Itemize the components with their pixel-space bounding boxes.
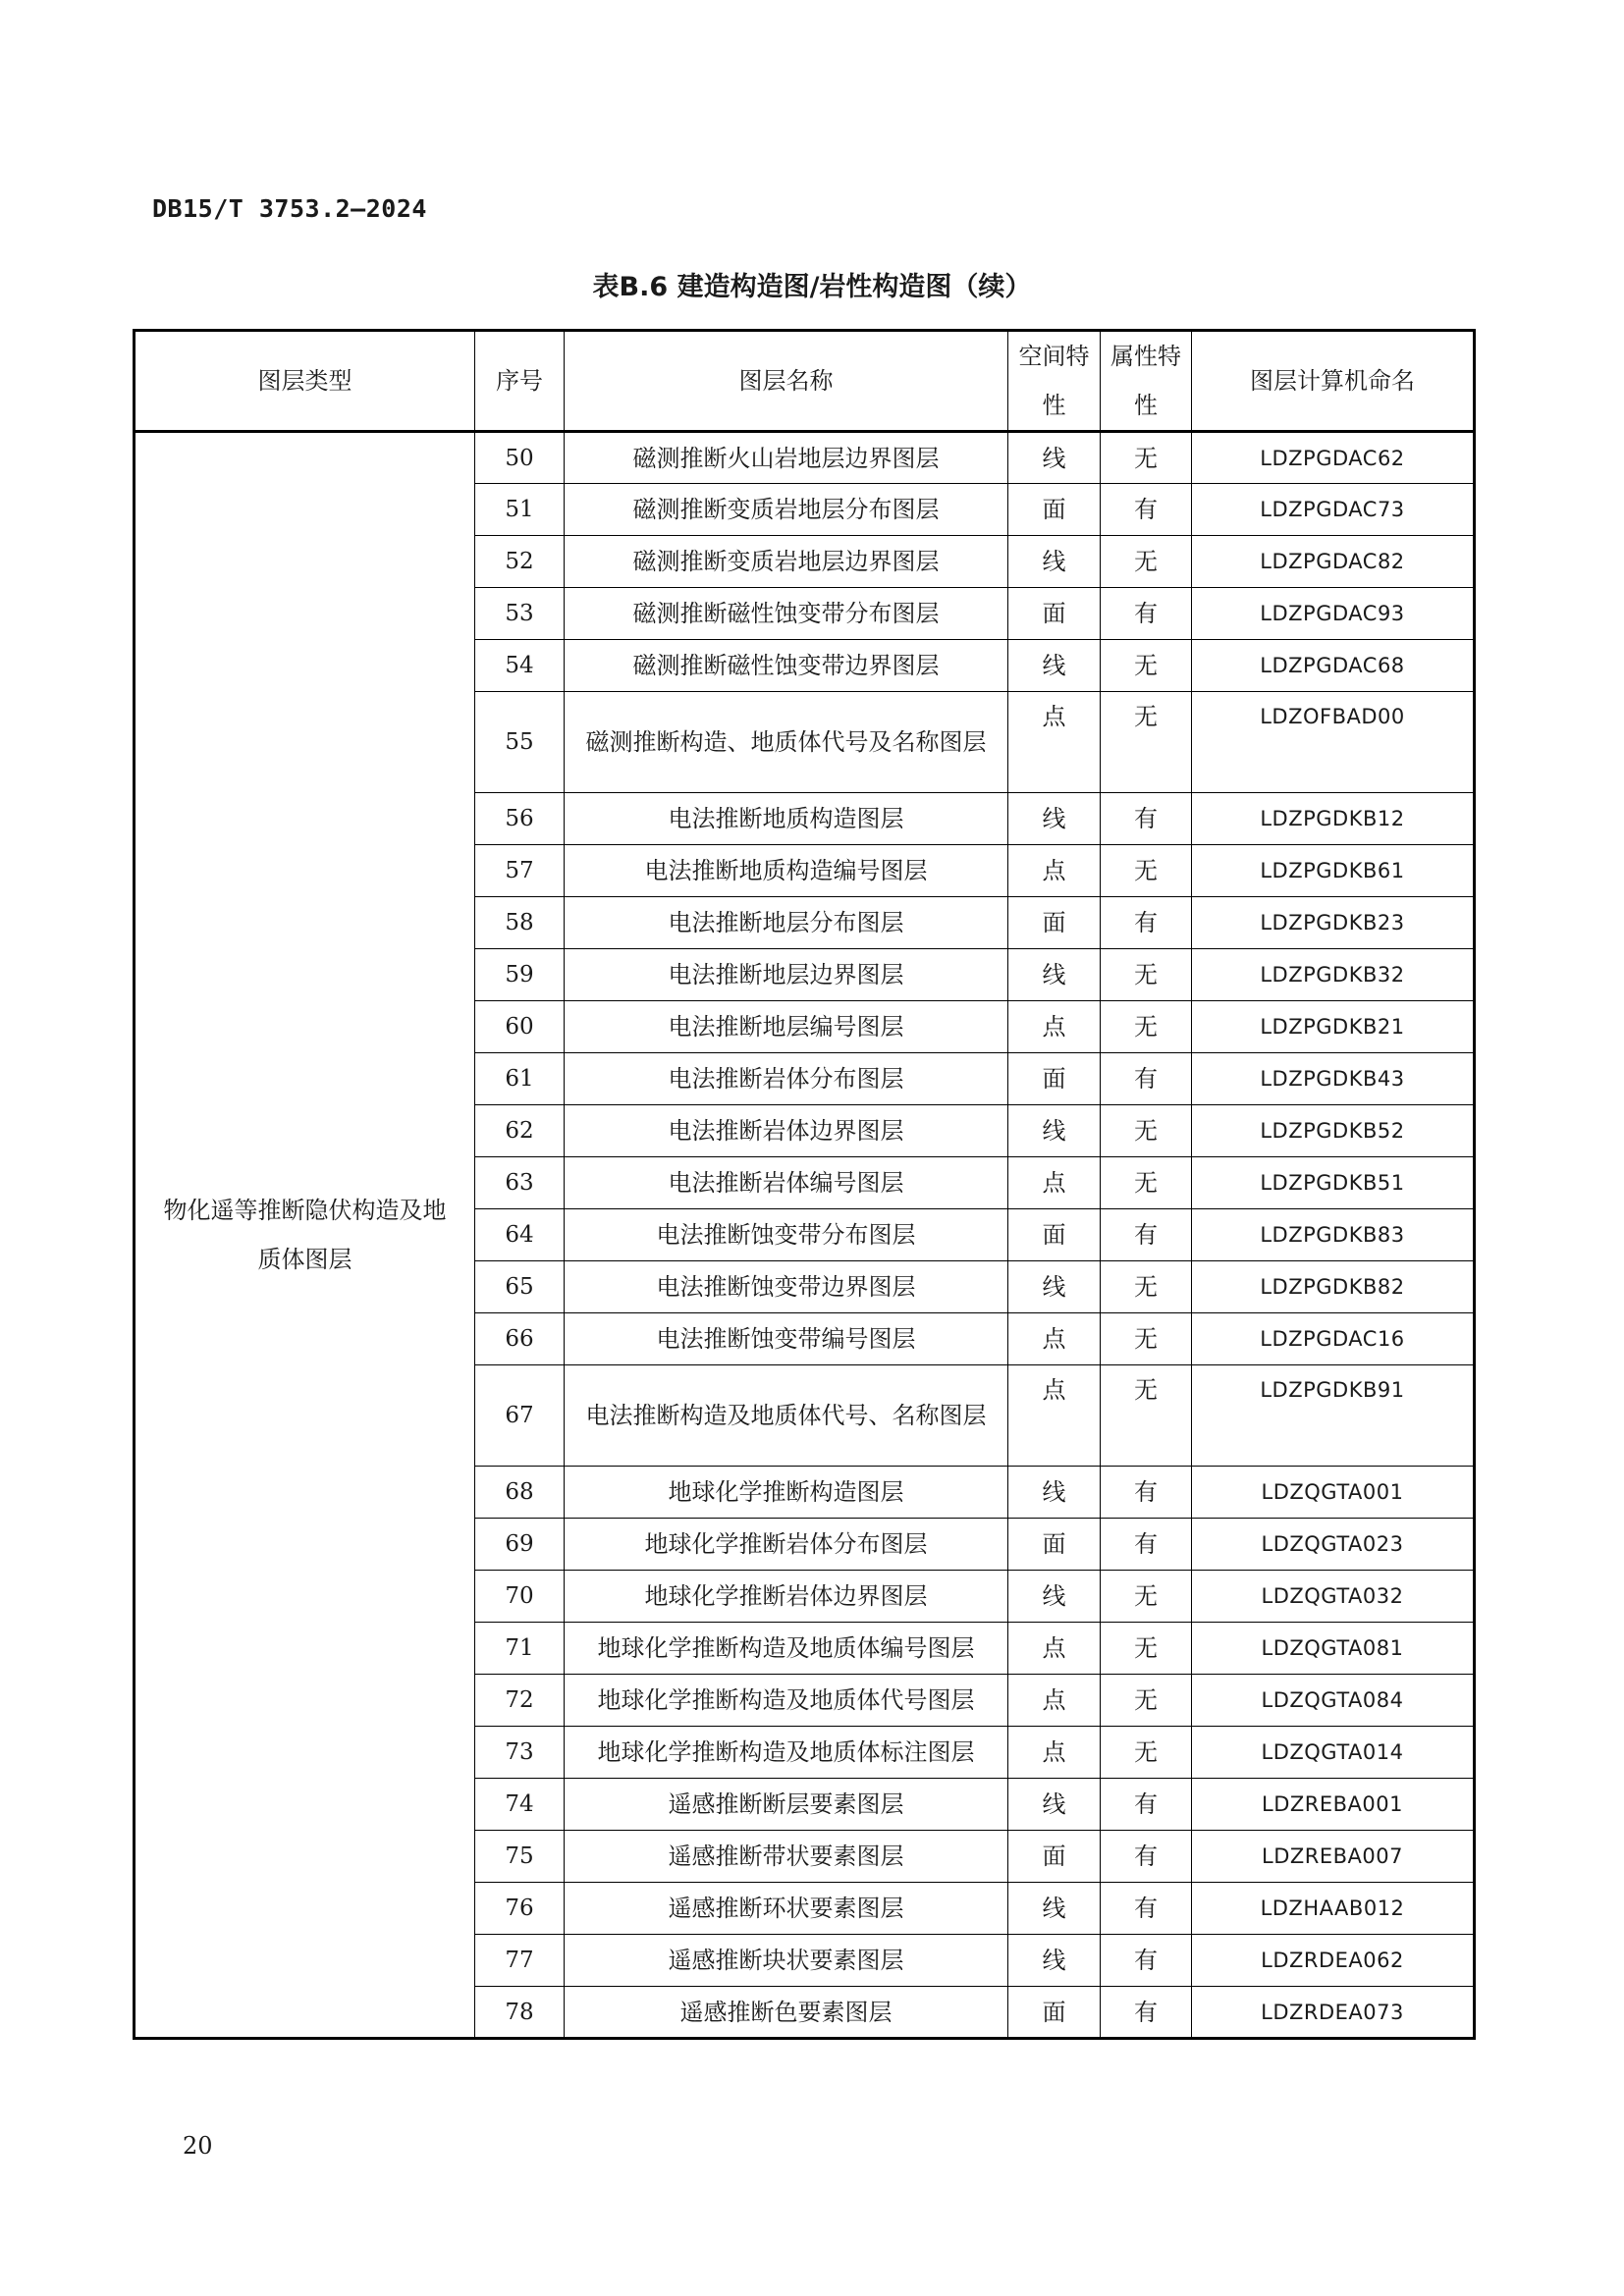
spatial-cell: 线 (1008, 1571, 1101, 1623)
attribute-cell: 有 (1101, 588, 1192, 640)
attribute-cell: 无 (1101, 1001, 1192, 1053)
attribute-cell: 无 (1101, 1157, 1192, 1209)
layer-name-cell: 电法推断地层边界图层 (565, 949, 1008, 1001)
layer-name-cell: 地球化学推断构造图层 (565, 1467, 1008, 1519)
seq-cell: 50 (475, 432, 565, 484)
seq-cell: 69 (475, 1519, 565, 1571)
computer-name-cell: LDZHAAB012 (1192, 1883, 1475, 1935)
spatial-cell: 点 (1008, 1001, 1101, 1053)
attribute-cell: 有 (1101, 1519, 1192, 1571)
computer-name-cell: LDZPGDAC82 (1192, 536, 1475, 588)
layer-name-cell: 电法推断地质构造图层 (565, 793, 1008, 845)
attribute-cell: 无 (1101, 1623, 1192, 1675)
attribute-cell: 无 (1101, 432, 1192, 484)
computer-name-cell: LDZPGDKB43 (1192, 1053, 1475, 1105)
seq-cell: 72 (475, 1675, 565, 1727)
layer-name-cell: 遥感推断块状要素图层 (565, 1935, 1008, 1987)
layer-name-cell: 地球化学推断构造及地质体代号图层 (565, 1675, 1008, 1727)
attribute-cell: 无 (1101, 1313, 1192, 1365)
layer-name-cell: 磁测推断构造、地质体代号及名称图层 (565, 692, 1008, 793)
layer-name-cell: 电法推断岩体边界图层 (565, 1105, 1008, 1157)
layer-name-cell: 地球化学推断岩体边界图层 (565, 1571, 1008, 1623)
attribute-cell: 无 (1101, 1261, 1192, 1313)
spatial-cell: 点 (1008, 1727, 1101, 1779)
col-header-spatial: 空间特性 (1008, 331, 1101, 432)
seq-cell: 77 (475, 1935, 565, 1987)
col-header-computer-name: 图层计算机命名 (1192, 331, 1475, 432)
spatial-cell: 线 (1008, 793, 1101, 845)
layer-name-cell: 电法推断地层分布图层 (565, 897, 1008, 949)
seq-cell: 78 (475, 1987, 565, 2039)
layer-name-cell: 磁测推断磁性蚀变带分布图层 (565, 588, 1008, 640)
attribute-cell: 有 (1101, 484, 1192, 536)
computer-name-cell: LDZREBA001 (1192, 1779, 1475, 1831)
attribute-cell: 无 (1101, 640, 1192, 692)
computer-name-cell: LDZPGDKB52 (1192, 1105, 1475, 1157)
seq-cell: 51 (475, 484, 565, 536)
layer-name-cell: 遥感推断色要素图层 (565, 1987, 1008, 2039)
attribute-cell: 无 (1101, 1727, 1192, 1779)
col-header-seq: 序号 (475, 331, 565, 432)
spatial-cell: 线 (1008, 432, 1101, 484)
layer-name-cell: 电法推断蚀变带边界图层 (565, 1261, 1008, 1313)
spatial-cell: 线 (1008, 1883, 1101, 1935)
seq-cell: 73 (475, 1727, 565, 1779)
layer-name-cell: 磁测推断火山岩地层边界图层 (565, 432, 1008, 484)
computer-name-cell: LDZPGDKB91 (1192, 1365, 1475, 1467)
computer-name-cell: LDZQGTA014 (1192, 1727, 1475, 1779)
attribute-cell: 无 (1101, 1365, 1192, 1467)
computer-name-cell: LDZQGTA084 (1192, 1675, 1475, 1727)
attribute-cell: 无 (1101, 1105, 1192, 1157)
attribute-cell: 无 (1101, 692, 1192, 793)
layer-name-cell: 遥感推断带状要素图层 (565, 1831, 1008, 1883)
computer-name-cell: LDZRDEA073 (1192, 1987, 1475, 2039)
computer-name-cell: LDZQGTA023 (1192, 1519, 1475, 1571)
layer-name-cell: 电法推断岩体编号图层 (565, 1157, 1008, 1209)
col-header-layer-name: 图层名称 (565, 331, 1008, 432)
layer-name-cell: 遥感推断环状要素图层 (565, 1883, 1008, 1935)
computer-name-cell: LDZPGDKB83 (1192, 1209, 1475, 1261)
computer-name-cell: LDZPGDAC16 (1192, 1313, 1475, 1365)
attribute-cell: 有 (1101, 793, 1192, 845)
seq-cell: 60 (475, 1001, 565, 1053)
attribute-cell: 有 (1101, 1779, 1192, 1831)
computer-name-cell: LDZPGDAC62 (1192, 432, 1475, 484)
attribute-cell: 无 (1101, 536, 1192, 588)
seq-cell: 76 (475, 1883, 565, 1935)
spatial-cell: 线 (1008, 1105, 1101, 1157)
spatial-cell: 点 (1008, 1365, 1101, 1467)
col-header-attribute: 属性特性 (1101, 331, 1192, 432)
table-header-row (135, 331, 1475, 432)
computer-name-cell: LDZPGDAC93 (1192, 588, 1475, 640)
spatial-cell: 面 (1008, 484, 1101, 536)
spatial-cell: 点 (1008, 1623, 1101, 1675)
computer-name-cell: LDZRDEA062 (1192, 1935, 1475, 1987)
layer-name-cell: 电法推断地质构造编号图层 (565, 845, 1008, 897)
computer-name-cell: LDZPGDAC73 (1192, 484, 1475, 536)
layer-name-cell: 地球化学推断构造及地质体编号图层 (565, 1623, 1008, 1675)
spatial-cell: 面 (1008, 1209, 1101, 1261)
computer-name-cell: LDZQGTA001 (1192, 1467, 1475, 1519)
computer-name-cell: LDZPGDKB12 (1192, 793, 1475, 845)
page-number: 20 (183, 2132, 213, 2160)
spatial-cell: 线 (1008, 536, 1101, 588)
seq-cell: 58 (475, 897, 565, 949)
spatial-cell: 面 (1008, 1987, 1101, 2039)
layer-name-cell: 电法推断蚀变带编号图层 (565, 1313, 1008, 1365)
computer-name-cell: LDZPGDKB82 (1192, 1261, 1475, 1313)
col-header-layer-type: 图层类型 (135, 331, 475, 432)
seq-cell: 64 (475, 1209, 565, 1261)
computer-name-cell: LDZPGDKB51 (1192, 1157, 1475, 1209)
seq-cell: 75 (475, 1831, 565, 1883)
attribute-cell: 无 (1101, 1571, 1192, 1623)
attribute-cell: 无 (1101, 845, 1192, 897)
attribute-cell: 有 (1101, 1831, 1192, 1883)
spatial-cell: 线 (1008, 1779, 1101, 1831)
computer-name-cell: LDZQGTA032 (1192, 1571, 1475, 1623)
table-row (135, 432, 1475, 484)
seq-cell: 55 (475, 692, 565, 793)
layer-name-cell: 电法推断岩体分布图层 (565, 1053, 1008, 1105)
computer-name-cell: LDZPGDKB61 (1192, 845, 1475, 897)
spatial-cell: 面 (1008, 897, 1101, 949)
layer-name-cell: 电法推断蚀变带分布图层 (565, 1209, 1008, 1261)
seq-cell: 61 (475, 1053, 565, 1105)
spatial-cell: 点 (1008, 845, 1101, 897)
spatial-cell: 线 (1008, 640, 1101, 692)
attribute-cell: 有 (1101, 897, 1192, 949)
spatial-cell: 面 (1008, 1519, 1101, 1571)
seq-cell: 63 (475, 1157, 565, 1209)
seq-cell: 53 (475, 588, 565, 640)
spatial-cell: 点 (1008, 1675, 1101, 1727)
spatial-cell: 线 (1008, 949, 1101, 1001)
attribute-cell: 有 (1101, 1935, 1192, 1987)
seq-cell: 54 (475, 640, 565, 692)
computer-name-cell: LDZOFBAD00 (1192, 692, 1475, 793)
computer-name-cell: LDZQGTA081 (1192, 1623, 1475, 1675)
layer-name-cell: 电法推断构造及地质体代号、名称图层 (565, 1365, 1008, 1467)
computer-name-cell: LDZREBA007 (1192, 1831, 1475, 1883)
document-code: DB15/T 3753.2—2024 (152, 194, 427, 223)
spatial-cell: 面 (1008, 588, 1101, 640)
table-body (135, 432, 1475, 2039)
seq-cell: 70 (475, 1571, 565, 1623)
attribute-cell: 有 (1101, 1883, 1192, 1935)
computer-name-cell: LDZPGDKB23 (1192, 897, 1475, 949)
seq-cell: 65 (475, 1261, 565, 1313)
layer-name-cell: 电法推断地层编号图层 (565, 1001, 1008, 1053)
seq-cell: 66 (475, 1313, 565, 1365)
attribute-cell: 无 (1101, 949, 1192, 1001)
layer-name-cell: 地球化学推断岩体分布图层 (565, 1519, 1008, 1571)
layer-name-cell: 磁测推断变质岩地层分布图层 (565, 484, 1008, 536)
attribute-cell: 有 (1101, 1053, 1192, 1105)
computer-name-cell: LDZPGDKB32 (1192, 949, 1475, 1001)
attribute-cell: 有 (1101, 1209, 1192, 1261)
seq-cell: 68 (475, 1467, 565, 1519)
seq-cell: 71 (475, 1623, 565, 1675)
layer-type-cell: 物化遥等推断隐伏构造及地质体图层 (135, 432, 475, 2039)
seq-cell: 52 (475, 536, 565, 588)
spatial-cell: 点 (1008, 1313, 1101, 1365)
spatial-cell: 点 (1008, 1157, 1101, 1209)
seq-cell: 59 (475, 949, 565, 1001)
spatial-cell: 面 (1008, 1053, 1101, 1105)
spatial-cell: 线 (1008, 1935, 1101, 1987)
attribute-cell: 有 (1101, 1987, 1192, 2039)
seq-cell: 57 (475, 845, 565, 897)
computer-name-cell: LDZPGDAC68 (1192, 640, 1475, 692)
layer-name-cell: 地球化学推断构造及地质体标注图层 (565, 1727, 1008, 1779)
layer-table (133, 329, 1476, 2040)
computer-name-cell: LDZPGDKB21 (1192, 1001, 1475, 1053)
layer-name-cell: 磁测推断磁性蚀变带边界图层 (565, 640, 1008, 692)
spatial-cell: 面 (1008, 1831, 1101, 1883)
seq-cell: 62 (475, 1105, 565, 1157)
layer-name-cell: 遥感推断断层要素图层 (565, 1779, 1008, 1831)
seq-cell: 56 (475, 793, 565, 845)
layer-name-cell: 磁测推断变质岩地层边界图层 (565, 536, 1008, 588)
seq-cell: 67 (475, 1365, 565, 1467)
spatial-cell: 线 (1008, 1467, 1101, 1519)
table-title: 表B.6 建造构造图/岩性构造图（续） (592, 272, 1032, 302)
attribute-cell: 有 (1101, 1467, 1192, 1519)
spatial-cell: 点 (1008, 692, 1101, 793)
spatial-cell: 线 (1008, 1261, 1101, 1313)
attribute-cell: 无 (1101, 1675, 1192, 1727)
seq-cell: 74 (475, 1779, 565, 1831)
